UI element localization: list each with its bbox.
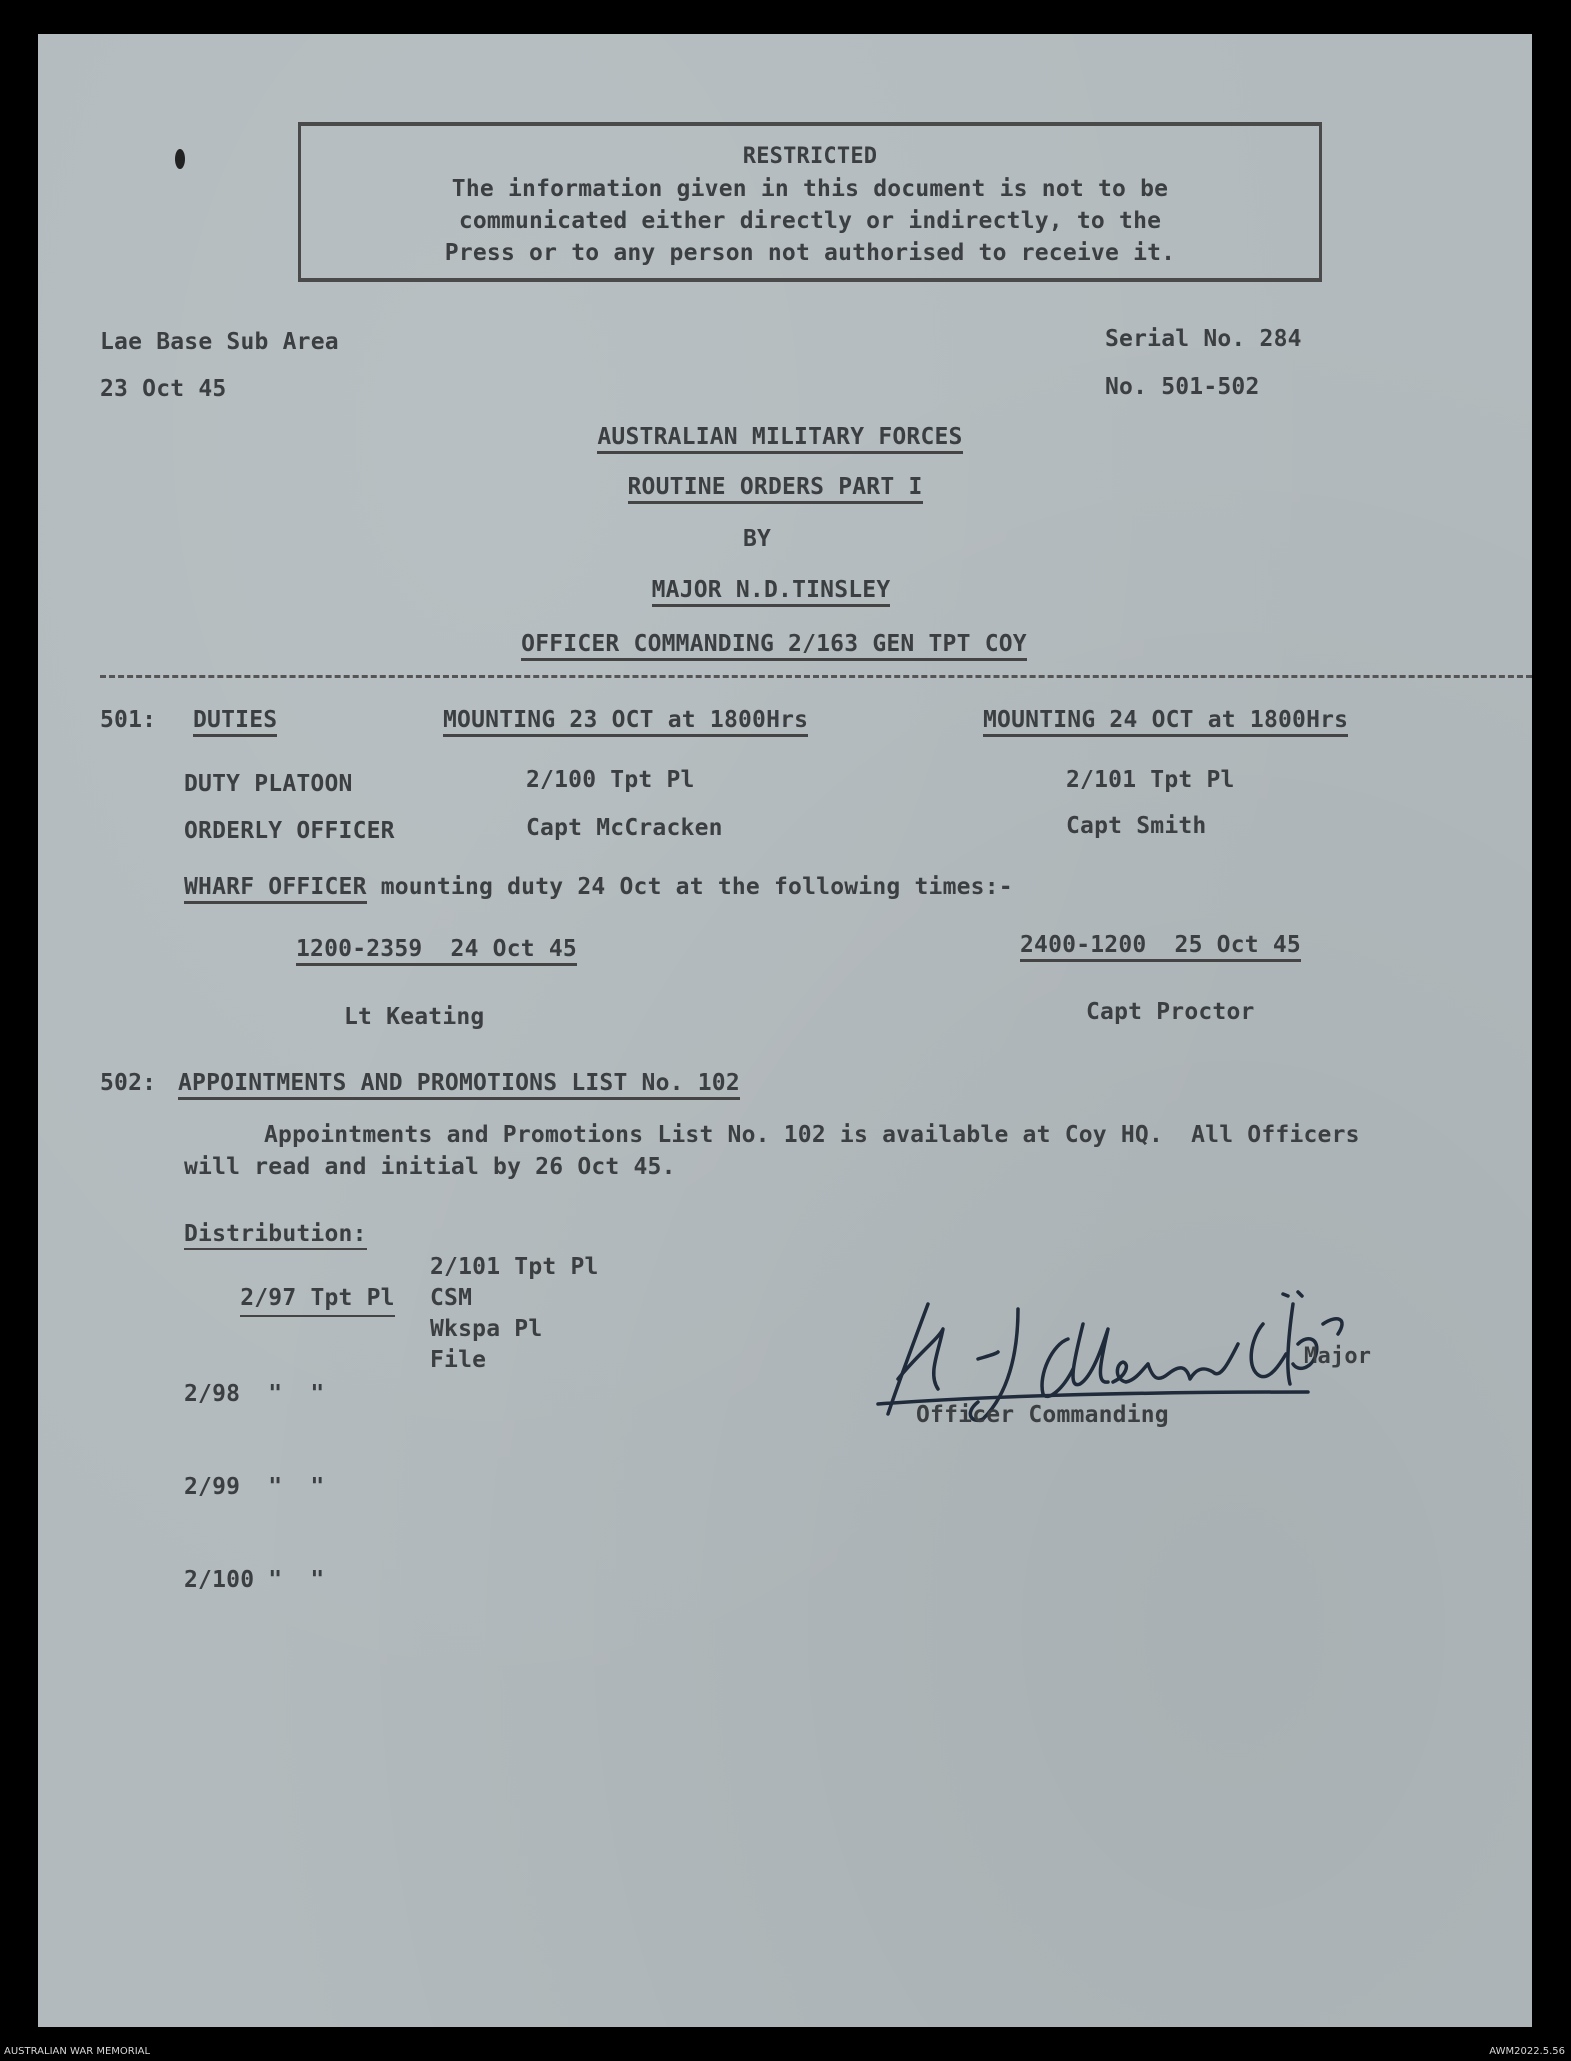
duty-platoon-col1: 2/100 Tpt Pl: [526, 767, 695, 793]
distribution-item: CSM: [430, 1285, 473, 1311]
order-501-title: DUTIES: [193, 707, 277, 737]
title-major: MAJOR N.D.TINSLEY: [652, 577, 891, 607]
orderly-officer-col2: Capt Smith: [1066, 813, 1207, 839]
restricted-line-3: Press or to any person not authorised to receive it.: [444, 240, 1176, 266]
distribution-item: 2/97 Tpt Pl: [240, 1283, 395, 1317]
duty-platoon-col2: 2/101 Tpt Pl: [1066, 767, 1235, 793]
restricted-line-1: The information given in this document is not to be: [451, 176, 1169, 202]
origin: Lae Base Sub Area: [100, 329, 339, 355]
wharf-officer-label: WHARF OFFICER: [184, 874, 367, 904]
restricted-notice: [298, 122, 1322, 282]
restricted-line-2: communicated either directly or indirectly, to the: [458, 208, 1162, 234]
document-sheet: [38, 34, 1532, 2027]
order-numbers: No. 501-502: [1105, 374, 1260, 400]
wharf-officer-line: [184, 874, 1013, 900]
orderly-officer-label: ORDERLY OFFICER: [184, 818, 395, 844]
order-502-line-1: Appointments and Promotions List No. 102 is available at Coy HQ. All Officers: [264, 1122, 1360, 1148]
title-by: BY: [742, 526, 772, 552]
serial-number: Serial No. 284: [1105, 326, 1302, 352]
wharf-officer-1: Lt Keating: [344, 1004, 485, 1030]
distribution-item: 2/98 " ": [184, 1381, 325, 1407]
duty-platoon-label: DUTY PLATOON: [184, 771, 353, 797]
orderly-officer-col1: Capt McCracken: [526, 815, 723, 841]
title-block-5: [38, 631, 1532, 657]
distribution-col2: [430, 1252, 599, 1376]
title-routine-orders: ROUTINE ORDERS PART I: [628, 474, 923, 504]
wharf-officer-2: Capt Proctor: [1086, 999, 1255, 1025]
order-502-number: 502:: [100, 1070, 157, 1096]
wharf-officer-text: mounting duty 24 Oct at the following times:-: [380, 874, 1013, 900]
distribution-item: 2/101 Tpt Pl: [430, 1254, 599, 1280]
wharf-time-1: 1200-2359 24 Oct 45: [296, 936, 577, 966]
footer-right: AWM2022.5.56: [1489, 2046, 1565, 2057]
distribution-item: Wkspa Pl: [430, 1316, 543, 1342]
section-divider: [100, 675, 1532, 678]
title-officer-commanding: OFFICER COMMANDING 2/163 GEN TPT COY: [521, 631, 1027, 661]
distribution-heading: Distribution:: [184, 1221, 367, 1250]
signature-title: Officer Commanding: [916, 1402, 1169, 1428]
distribution-item: 2/100 " ": [184, 1567, 325, 1593]
restricted-heading: RESTRICTED: [742, 144, 878, 169]
order-date: 23 Oct 45: [100, 376, 227, 402]
order-502-line-2: will read and initial by 26 Oct 45.: [184, 1154, 676, 1180]
distribution-item: 2/99 " ": [184, 1474, 325, 1500]
distribution-item: File: [430, 1347, 487, 1373]
wharf-time-2: 2400-1200 25 Oct 45: [1020, 932, 1301, 962]
footer-left: AUSTRALIAN WAR MEMORIAL: [4, 2046, 151, 2057]
order-501-col2-heading: MOUNTING 24 OCT at 1800Hrs: [983, 707, 1348, 737]
distribution-col1: [184, 1252, 395, 1658]
title-block-4: [38, 577, 1532, 603]
title-amf: AUSTRALIAN MILITARY FORCES: [597, 424, 962, 454]
title-block-2: [38, 474, 1532, 500]
order-502-title: APPOINTMENTS AND PROMOTIONS LIST No. 102: [178, 1070, 740, 1100]
order-501-number: 501:: [100, 707, 157, 733]
order-501-col1-heading: MOUNTING 23 OCT at 1800Hrs: [443, 707, 808, 737]
signature-rank: Major: [1304, 1344, 1372, 1369]
punch-hole: [175, 149, 185, 169]
title-block: [38, 424, 1532, 450]
